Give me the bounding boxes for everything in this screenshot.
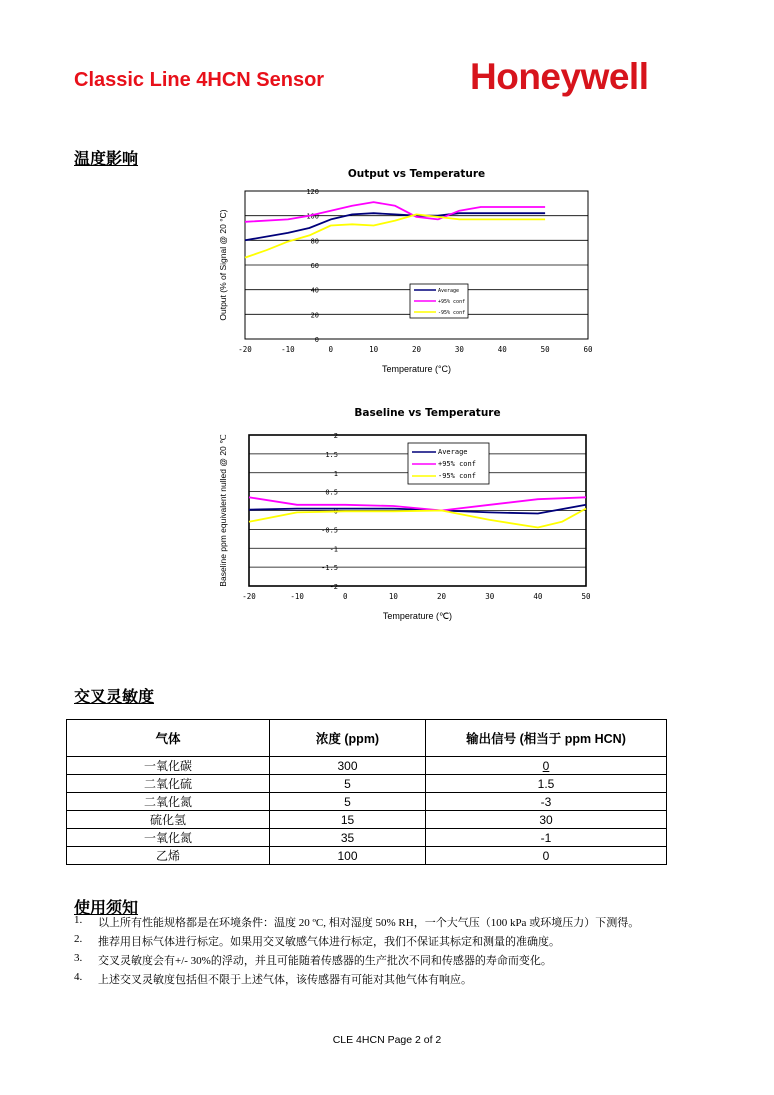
y-tick-label: -0.5 [321, 526, 338, 535]
y-tick-label: 120 [306, 188, 319, 196]
cell-gas: 二氧化硫 [67, 775, 270, 793]
note-number: 1. [74, 914, 83, 926]
output-vs-temperature-chart [215, 163, 605, 383]
x-tick-label: 40 [533, 592, 543, 601]
table-row [67, 829, 667, 847]
legend-label: Average [438, 448, 468, 456]
section-heading-temperature: 温度影响 [74, 151, 139, 168]
header-output: 输出信号 (相当于 ppm HCN) [426, 720, 667, 757]
y-tick-label: 100 [306, 212, 319, 221]
list-item [74, 971, 714, 990]
x-tick-label: 50 [540, 345, 550, 354]
note-number: 3. [74, 952, 83, 964]
cell-gas: 二氧化氮 [67, 793, 270, 811]
x-axis-label: Temperature (℃) [382, 611, 453, 621]
x-tick-label: 0 [328, 345, 334, 354]
x-tick-label: 60 [583, 345, 593, 354]
x-tick-label: 50 [581, 592, 591, 601]
chart-title: Baseline vs Temperature [354, 407, 501, 419]
cell-output: 1.5 [426, 775, 667, 793]
x-tick-label: -20 [242, 592, 256, 601]
cell-output: 0 [426, 847, 667, 865]
legend-label: -95% conf [438, 310, 466, 316]
y-tick-label: 40 [310, 286, 319, 295]
page-footer: CLE 4HCN Page 2 of 2 [332, 1034, 442, 1046]
y-axis-label: Baseline ppm equivalent nulled @ 20 ℃ [218, 434, 228, 587]
y-axis-label: Output (% of Signal @ 20 °C) [218, 209, 228, 321]
header-gas: 气体 [67, 720, 270, 757]
cell-ppm: 5 [270, 775, 426, 793]
y-tick-label: 60 [310, 262, 319, 270]
note-number: 2. [74, 933, 83, 945]
note-text: 推荐用目标气体进行标定。如果用交叉敏感气体进行标定，我们不保证其标定和测量的准确度。 [98, 936, 560, 948]
section-heading-cross-sensitivity: 交叉灵敏度 [74, 689, 155, 706]
cell-gas: 一氧化碳 [67, 757, 270, 775]
x-tick-label: 20 [437, 592, 447, 601]
cell-ppm: 15 [270, 811, 426, 829]
cell-output: 0 [426, 757, 667, 775]
table-row [67, 811, 667, 829]
table-row [67, 757, 667, 775]
legend-label: +95% conf [438, 460, 476, 468]
legend-label: +95% conf [438, 299, 466, 305]
y-tick-label: -2 [329, 583, 338, 591]
x-tick-label: -20 [238, 345, 252, 354]
y-tick-label: 1.5 [325, 450, 338, 459]
y-tick-label: 0 [314, 336, 319, 344]
cell-output: -1 [426, 829, 667, 847]
cell-ppm: 300 [270, 757, 426, 775]
cell-output: 30 [426, 811, 667, 829]
y-tick-label: 2 [333, 432, 338, 440]
cell-gas: 硫化氢 [67, 811, 270, 829]
x-tick-label: -10 [290, 592, 304, 601]
legend-label: -95% conf [438, 472, 476, 480]
x-tick-label: 10 [388, 592, 398, 601]
list-item [74, 914, 714, 933]
x-tick-label: 20 [411, 345, 422, 354]
document-title: Classic Line 4HCN Sensor [74, 69, 325, 91]
x-tick-label: 10 [369, 345, 379, 354]
note-text: 以上所有性能规格都是在环境条件：温度 20 ºC, 相对湿度 50% RH，一个大气压（100 kPa 或环境压力）下测得。 [98, 917, 640, 929]
note-text: 上述交叉灵敏度包括但不限于上述气体，该传感器有可能对其他气体有响应。 [98, 974, 472, 986]
cell-ppm: 100 [270, 847, 426, 865]
notes-list [74, 914, 714, 990]
x-tick-label: 30 [485, 592, 495, 601]
cross-sensitivity-table [66, 719, 667, 865]
x-tick-label: 0 [343, 592, 348, 601]
x-axis-label: Temperature (°C) [381, 364, 452, 374]
honeywell-logo: Honeywell [470, 56, 649, 97]
table-row [67, 847, 667, 865]
table-header-row [67, 720, 667, 757]
list-item [74, 952, 714, 971]
y-tick-label: 1 [333, 469, 338, 478]
y-tick-label: 20 [310, 311, 319, 320]
cell-ppm: 5 [270, 793, 426, 811]
table-row [67, 793, 667, 811]
legend-label: Average [438, 288, 460, 294]
y-tick-label: -1 [329, 545, 338, 554]
table-row [67, 775, 667, 793]
x-tick-label: 40 [497, 345, 507, 354]
list-item [74, 933, 714, 952]
chart-title: Output vs Temperature [347, 168, 486, 180]
cell-gas: 乙烯 [67, 847, 270, 865]
cell-ppm: 35 [270, 829, 426, 847]
header-concentration: 浓度 (ppm) [270, 720, 426, 757]
x-tick-label: -10 [281, 345, 295, 354]
section-heading-notes: 使用须知 [74, 900, 139, 917]
baseline-vs-temperature-chart [215, 403, 605, 628]
y-tick-label: 0.5 [325, 488, 338, 497]
cell-output: -3 [426, 793, 667, 811]
note-number: 4. [74, 971, 83, 983]
cell-gas: 一氧化氮 [67, 829, 270, 847]
y-tick-label: 0 [333, 507, 338, 516]
y-tick-label: -1.5 [321, 564, 338, 573]
note-text: 交叉灵敏度会有+/- 30%的浮动，并且可能随着传感器的生产批次不同和传感器的寿命而变化。 [98, 955, 552, 967]
x-tick-label: 30 [454, 345, 464, 354]
y-tick-label: 80 [310, 237, 319, 246]
